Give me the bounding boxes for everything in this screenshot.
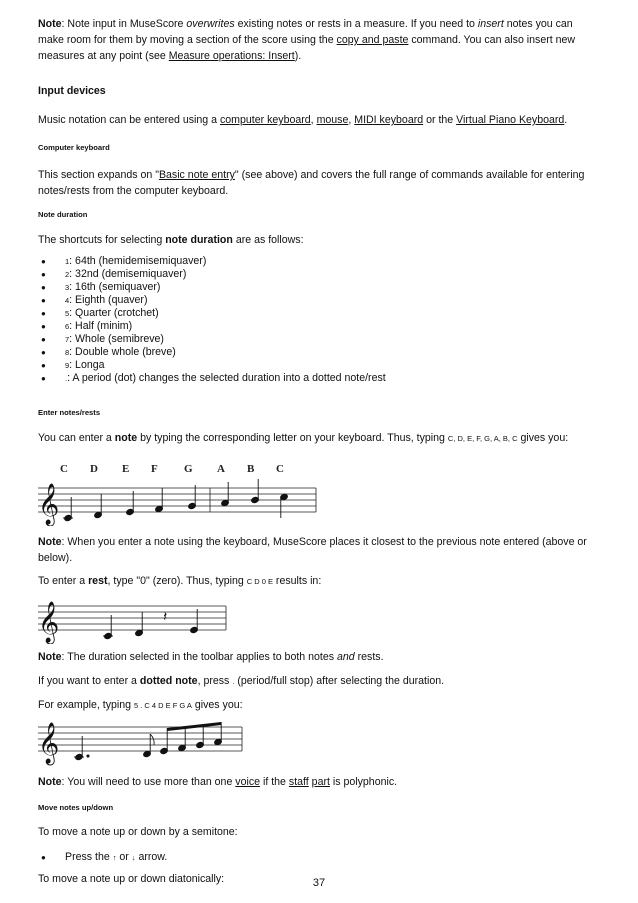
measure-operations-link[interactable]: Measure operations: Insert xyxy=(168,50,295,62)
dotted-note-text: If you want to enter a dotted note, press . (period/full stop) after selecting the duration. xyxy=(38,675,445,687)
input-devices-heading: Input devices xyxy=(38,85,106,97)
figure-label: F xyxy=(151,463,158,475)
input-devices-text: Music notation can be entered using a computer keyboard, mouse, MIDI keyboard or the Virtual Piano Keyboard. xyxy=(38,114,568,126)
treble-clef-icon: 𝄞 xyxy=(38,723,60,763)
copy-paste-link[interactable]: copy and paste xyxy=(336,34,409,46)
voice-link[interactable]: voice xyxy=(235,776,261,788)
list-item: ● 8: Double whole (breve) xyxy=(38,346,600,359)
list-item: ● 2: 32nd (demisemiquaver) xyxy=(38,268,600,281)
figure-label: C xyxy=(60,463,68,475)
duration-list xyxy=(38,255,600,385)
list-item: ● 1: 64th (hemidemisemiquaver) xyxy=(38,255,600,268)
treble-clef-icon: 𝄞 xyxy=(38,484,60,524)
dotted-example-figure xyxy=(34,719,596,767)
list-item: ● 5: Quarter (crotchet) xyxy=(38,307,600,320)
part-link[interactable]: part xyxy=(311,776,330,788)
computer-keyboard-text: This section expands on "Basic note entry" (see above) and covers the full range of commands available for entering notes/rests from the computer keyboard. xyxy=(38,169,585,197)
list-item: ● 6: Half (minim) xyxy=(38,320,600,333)
basic-note-entry-link[interactable]: Basic note entry xyxy=(158,169,235,181)
list-item: ● 9: Longa xyxy=(38,359,600,372)
virtual-piano-link[interactable]: Virtual Piano Keyboard xyxy=(456,114,565,126)
down-arrow-key: ↓ xyxy=(131,853,136,862)
enter-notes-text: You can enter a note by typing the corresponding letter on your keyboard. Thus, typing C, D, E, F, G, A, B, C gives you: xyxy=(38,432,569,444)
enter-notes-heading: Enter notes/rests xyxy=(38,408,101,417)
figure-label: C xyxy=(276,463,284,475)
svg-text:C D E F xyxy=(60,463,284,475)
midi-keyboard-link[interactable]: MIDI keyboard xyxy=(354,114,424,126)
page-number: 37 xyxy=(312,877,326,889)
treble-clef-icon: 𝄞 xyxy=(38,602,60,642)
mouse-link[interactable]: mouse xyxy=(316,114,349,126)
figure-label: A xyxy=(217,463,225,475)
example-text: For example, typing 5 . C 4 D E F G A gives you: xyxy=(38,699,243,711)
note-duration-text: The shortcuts for selecting note duration are as follows: xyxy=(38,234,304,246)
list-item: ● Press the ↑ or ↓ arrow. xyxy=(38,851,600,864)
list-item: ● 3: 16th (semiquaver) xyxy=(38,281,600,294)
move-semitone-text: To move a note up or down by a semitone: xyxy=(38,826,238,838)
move-list xyxy=(38,851,600,864)
computer-keyboard-link[interactable]: computer keyboard xyxy=(219,114,311,126)
rest-example-figure xyxy=(34,594,596,644)
figure-label: G xyxy=(184,463,193,475)
note-duration-heading: Note duration xyxy=(38,210,88,219)
note-keyboard-placement: Note: When you enter a note using the keyboard, MuseScore places it closest to the previous note entered (above or below). xyxy=(38,536,587,564)
up-arrow-key: ↑ xyxy=(112,853,117,862)
enter-rest-text: To enter a rest, type "0" (zero). Thus, typing C D 0 E results in: xyxy=(38,575,322,587)
note-duration-applies: Note: The duration selected in the toolbar applies to both notes and rests. xyxy=(38,651,384,663)
computer-keyboard-heading: Computer keyboard xyxy=(38,143,110,152)
quarter-rest-icon: 𝄽 xyxy=(163,610,168,625)
list-item: ● 4: Eighth (quaver) xyxy=(38,294,600,307)
move-notes-heading: Move notes up/down xyxy=(38,803,114,812)
figure-label: E xyxy=(122,463,130,475)
move-diatonic-text: To move a note up or down diatonically: xyxy=(38,873,225,885)
staff-link[interactable]: staff xyxy=(288,776,309,788)
notes-example-figure xyxy=(34,456,596,526)
figure-label: D xyxy=(90,463,98,475)
figure-label: B xyxy=(247,463,255,475)
list-item: ● 7: Whole (semibreve) xyxy=(38,333,600,346)
list-item: ● .: A period (dot) changes the selected duration into a dotted note/rest xyxy=(38,372,600,385)
intro-note: Note: Note input in MuseScore overwrites existing notes or rests in a measure. If you need to insert notes you can make room for them by moving a section of the score using the copy and paste command. You can also insert new measures at any point (see Measure operations: Insert). xyxy=(38,18,576,62)
note-polyphonic: Note: You will need to use more than one voice if the staff part is polyphonic. xyxy=(38,776,398,788)
